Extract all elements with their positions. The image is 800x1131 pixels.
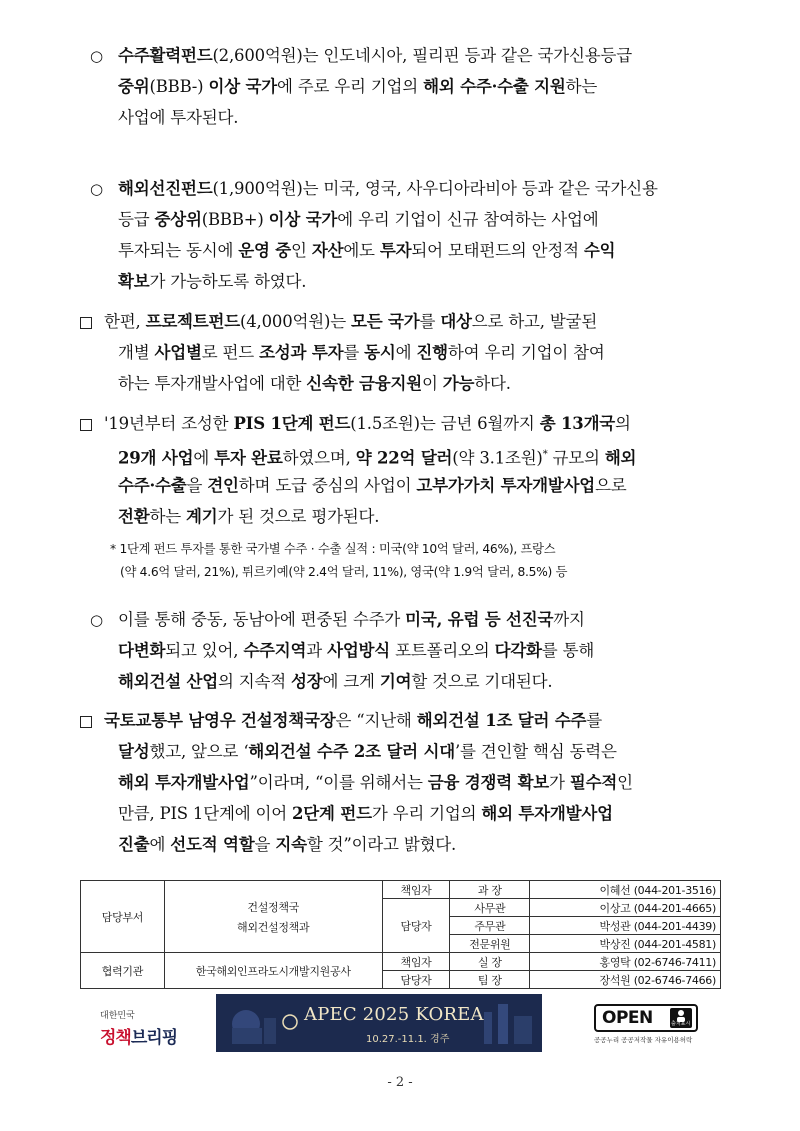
text: 에 주로 우리 기업의 [276,77,424,96]
text: '19년부터 조성한 [104,414,234,433]
role-staff: 담당자 [382,971,450,989]
text: 규모의 [547,448,605,468]
logo-main-text [100,1023,180,1048]
bold-text: 대상 [440,312,472,331]
bold-text: 견인 [207,476,239,495]
apec-banner [216,994,542,1052]
bold-text: 해외건설 1조 달러 수주 [416,711,587,730]
text: 에 [395,343,417,362]
policy-briefing-logo [100,994,180,1052]
position: 과 장 [450,881,530,899]
text: 이 [421,374,443,393]
dept-line: 건설정책국 [247,900,300,914]
bold-text: 사업방식 [327,641,391,660]
bold-text: 투자 [379,241,412,260]
dept-name [164,881,382,953]
bold-text: 성장 [291,672,323,691]
contact: 장석원 (02-6746-7466) [530,971,721,989]
paragraph-pis-fund [104,408,636,532]
text: 가 된 것으로 평가된다. [217,507,380,526]
bold-text: 계기 [186,507,218,526]
line [104,337,605,368]
contact-table [80,880,721,989]
text: 할 것으로 기대된다. [411,672,553,691]
text: 되고 있어, [165,641,244,660]
bold-text: 투자 완료 [214,448,283,468]
paragraph-minister-quote [104,705,633,860]
bold-text: 금융 경쟁력 확보 [427,773,550,792]
square-bullet [80,716,92,728]
text: 하여 우리 기업이 참여 [447,343,605,362]
dept-label: 담당부서 [81,881,165,953]
line [110,538,567,561]
badge-text: 출처표시 [671,1021,691,1027]
bold-text: 해외 [604,448,637,468]
line [104,829,633,860]
bold-text: PIS 1단계 펀드 [233,414,351,433]
contact: 이혜선 (044-201-3516) [530,881,721,899]
footnote-mark: * [542,449,548,460]
bold-text: 29개 사업 [118,448,194,468]
bold-text: 수주활력펀드 [118,46,213,65]
contact: 이상고 (044-201-4665) [530,899,721,917]
text: 포트폴리오의 [390,641,495,660]
footnote-mark: * [110,542,116,556]
text: 에 [193,448,215,468]
bold-text: 필수적 [569,773,618,792]
line [104,798,633,829]
page-number: - 2 - [387,1075,413,1090]
circle-bullet: ○ [90,47,104,65]
bold-text: 고부가가치 투자개발사업 [416,476,596,495]
bold-text: 해외 수주·수출 지원 [423,77,566,96]
text: 까지 [553,610,585,629]
text: 할 것”이라고 밝혔다. [306,835,457,854]
line [118,40,632,71]
line [104,501,636,532]
circle-bullet: ○ [90,180,104,198]
text: 되어 모태펀드의 안정적 [411,241,584,260]
bold-text: 진출 [118,835,150,854]
bold-text: 미국, 유럽 등 선진국 [405,610,554,629]
line [118,604,594,635]
square-bullet [80,317,92,329]
bold-text: 운영 중 [238,241,292,260]
text: (4,000억원)는 [240,312,351,331]
line [118,173,658,204]
bold-text: 자산 [311,241,344,260]
decor-pagoda [498,1004,508,1044]
paragraph-recovery-fund [118,40,632,133]
text: 등급 [118,210,155,229]
bold-text: 조성과 투자 [259,343,344,362]
bold-text: 국토교통부 남영우 건설정책국장 [104,711,336,730]
square-bullet [80,419,92,431]
position: 실 장 [450,953,530,971]
paragraph-diversification [118,604,594,697]
text: 하는 [565,77,598,96]
text: 하는 투자개발사업에 대한 [118,374,307,393]
position: 주무관 [450,917,530,935]
text: 과 [306,641,328,660]
open-license-logo [594,994,698,1052]
line [104,767,633,798]
text: 으로 하고, 발굴된 [471,312,598,331]
text: 만큼, PIS 1단계에 이어 [118,804,293,823]
bold-text: 프로젝트펀드 [145,312,241,331]
contact: 홍영탁 (02-6746-7411) [530,953,721,971]
bold-text: 선도적 역할 [170,835,255,854]
contact: 박상진 (044-201-4581) [530,935,721,953]
bold-text: 중상위 [154,210,202,229]
open-license-box [594,1004,698,1032]
text: 하였으며, [282,448,356,468]
bold-text: 사업별 [154,343,202,362]
bold-text: 모든 국가 [351,312,420,331]
bold-text: 해외건설 수주 2조 달러 시대 [248,742,455,761]
line [104,470,636,501]
open-word: OPEN [602,1008,653,1028]
bold-text: 2단계 펀드 [292,804,372,823]
text: (약 3.1조원) [452,448,543,468]
coop-org: 한국해외인프라도시개발지원공사 [164,953,382,989]
line [118,666,594,697]
text: (1,900억원)는 미국, 영국, 사우디아라비아 등과 같은 국가신용 [212,179,658,198]
text: (BBB+) [201,210,269,229]
text: 인 [617,773,633,792]
logo-text-red: 정책 [100,1028,131,1048]
bold-text: 달성 [118,742,150,761]
bold-text: 동시 [364,343,396,362]
text: 에 [149,835,171,854]
role-head: 책임자 [382,953,450,971]
text: 1단계 펀드 투자를 통한 국가별 수주 · 수출 실적 : 미국(약 10억 달러, 46%), 프랑스 [119,542,556,556]
bold-text: 약 22억 달러 [355,448,453,468]
line [104,439,636,470]
bold-text: 기여 [379,672,412,691]
line: (약 4.6억 달러, 21%), 튀르키예(약 2.4억 달러, 11%), 영국(약 1.9억 달러, 8.5%) 등 [120,565,568,579]
circle-bullet: ○ [90,611,104,629]
text: 하는 [149,507,187,526]
text: 인 [291,241,312,260]
text: 가 우리 기업의 [371,804,482,823]
text: ’를 견인할 핵심 동력은 [454,742,617,761]
bold-text: 이상 국가 [268,210,338,229]
bold-text: 수주·수출 [118,476,187,495]
line [104,368,605,399]
apec-emblem [283,1015,297,1029]
text: 가 가능하도록 하였다. [149,272,307,291]
bold-text: 다각화 [494,641,542,660]
line [118,266,658,297]
bold-text: 총 13개국 [539,414,616,433]
bold-text: 해외 투자개발사업 [118,773,250,792]
text: 에도 [343,241,380,260]
line [118,71,632,102]
bold-text: 해외선진펀드 [118,179,213,198]
line [118,635,594,666]
line: 사업에 투자된다. [118,108,239,127]
text: 를 [419,312,441,331]
bold-text: 다변화 [118,641,166,660]
text: 투자되는 동시에 [118,241,239,260]
attribution-icon [670,1008,692,1028]
line [104,736,633,767]
bold-text: 이상 국가 [208,77,277,96]
text: 이를 통해 중동, 동남아에 편중된 수주가 [118,610,406,629]
bold-text: 중위 [118,77,150,96]
text: (1.5조원)는 금년 6월까지 [350,414,540,433]
contact: 박성관 (044-201-4439) [530,917,721,935]
bold-text: 가능 [442,374,475,393]
bold-text: 해외건설 산업 [118,672,218,691]
role-head: 책임자 [382,881,450,899]
line [118,235,658,266]
logo-text-navy: 브리핑 [130,1028,178,1048]
footnote [110,538,567,584]
bold-text: 전환 [118,507,150,526]
text: (2,600억원)는 인도네시아, 필리핀 등과 같은 국가신용등급 [212,46,632,65]
text: 가 [549,773,570,792]
bold-text: 해외 투자개발사업 [481,804,613,823]
position: 전문위원 [450,935,530,953]
decor-building [514,1016,532,1044]
bold-text: 수익 [583,241,616,260]
line [118,204,658,235]
text: 의 [615,414,631,433]
bold-text: 진행 [416,343,448,362]
text: 를 통해 [541,641,595,660]
line [104,306,605,337]
text: 한편, [104,312,146,331]
text: 로 펀드 [201,343,260,362]
bold-text: 확보 [118,272,150,291]
text: 을 [186,476,208,495]
dept-line: 해외건설정책과 [237,920,310,934]
apec-title: APEC 2025 KOREA [304,1004,484,1025]
bold-text: 수주지역 [243,641,307,660]
paragraph-project-fund [104,306,605,399]
bold-text: 지속 [275,835,307,854]
text: 를 [586,711,603,730]
text: 의 지속적 [217,672,292,691]
coop-label: 협력기관 [81,953,165,989]
text: 했고, 앞으로 ‘ [149,742,249,761]
line [104,408,636,439]
bold-text: 신속한 금융지원 [306,374,422,393]
role-staff: 담당자 [382,899,450,953]
logo-small-text: 대한민국 [100,1011,135,1021]
decor-tower [264,1018,276,1044]
open-caption: 공공누리 공공저작물 자유이용허락 [594,1036,693,1044]
text: 을 [254,835,276,854]
decor-building [232,1028,262,1044]
position: 팀 장 [450,971,530,989]
text: ”이라며, “이를 위해서는 [249,773,428,792]
text: 으로 [595,476,627,495]
line [104,705,633,736]
decor-pagoda [484,1012,492,1044]
text: 를 [343,343,365,362]
text: 에 우리 기업이 신규 참여하는 사업에 [337,210,599,229]
position: 사무관 [450,899,530,917]
text: 에 크게 [322,672,380,691]
text: 하며 도급 중심의 사업이 [238,476,417,495]
paragraph-advanced-fund [118,173,658,297]
text: (BBB-) [149,77,209,96]
text: 개별 [118,343,155,362]
text: 하다. [474,374,511,393]
text: 은 “지난해 [335,711,417,730]
apec-date: 10.27.-11.1. 경주 [366,1034,450,1045]
